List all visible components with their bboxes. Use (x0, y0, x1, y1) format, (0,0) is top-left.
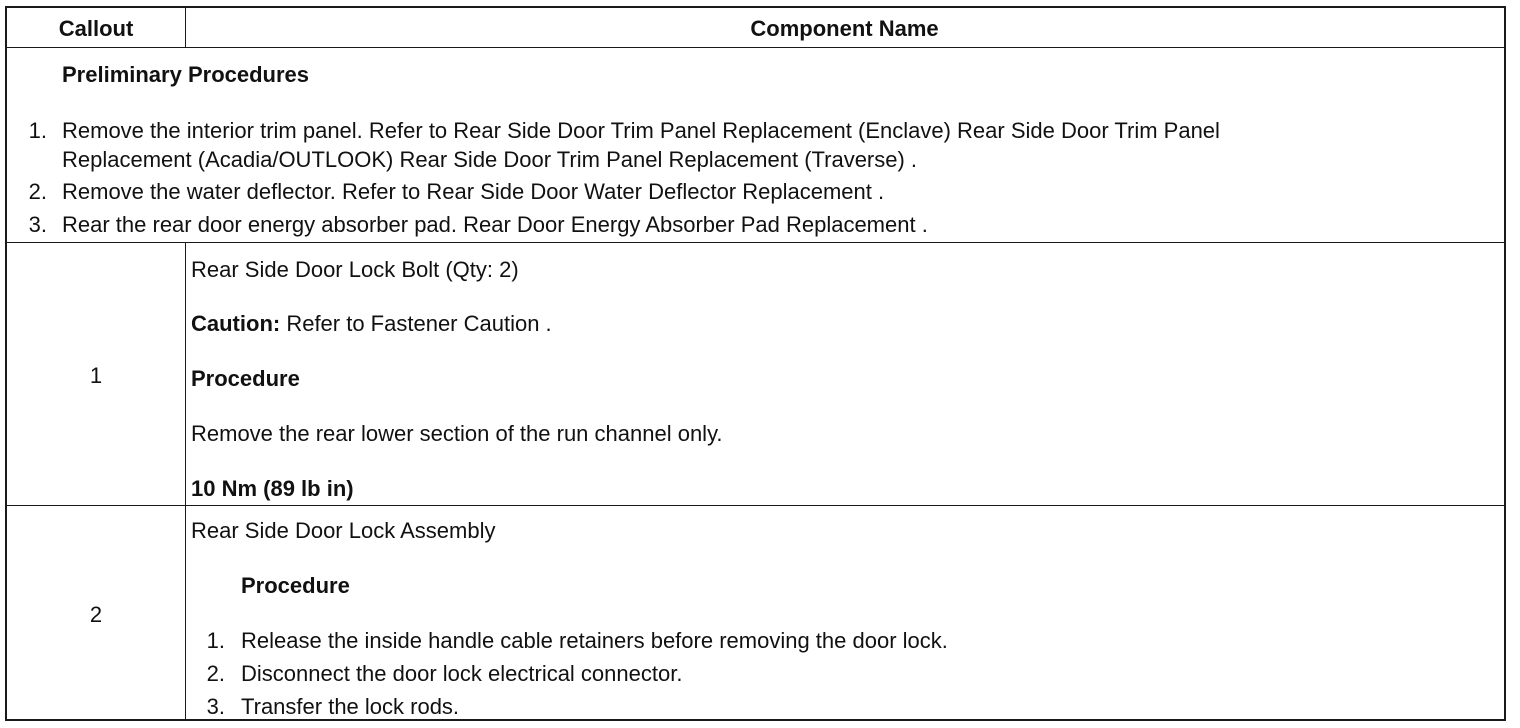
step-number: 3. (206, 694, 225, 719)
step-number: 1. (206, 628, 225, 653)
preliminary-title: Preliminary Procedures (62, 62, 310, 87)
caution-note (191, 311, 552, 337)
procedure-title: Procedure (191, 366, 300, 391)
step-text: Transfer the lock rods. (241, 694, 460, 719)
component-name: Rear Side Door Lock Bolt (Qty: 2) (191, 257, 519, 282)
step-text: Rear the rear door energy absorber pad. Rear Door Energy Absorber Pad Replacement . (62, 212, 928, 237)
table-row (7, 243, 1504, 506)
callout-number: 1 (89, 363, 103, 388)
header-component-name: Component Name (750, 16, 939, 41)
step-text: Remove the interior trim panel. Refer to Rear Side Door Trim Panel Replacement (Enclave) Rear Side Door Trim Panel (62, 118, 1220, 143)
step-text: Disconnect the door lock electrical connector. (241, 661, 683, 686)
caution-label: Caution: (191, 311, 281, 336)
step-text-continued: Replacement (Acadia/OUTLOOK) Rear Side Door Trim Panel Replacement (Traverse) . (62, 147, 918, 172)
step-number: 2. (28, 179, 47, 204)
step-number: 3. (28, 212, 47, 237)
step-text: Release the inside handle cable retainers before removing the door lock. (241, 628, 948, 653)
procedure-title: Procedure (241, 573, 350, 598)
caution-text: Refer to Fastener Caution . (280, 311, 552, 336)
service-procedure-table (5, 6, 1506, 721)
procedure-text: Remove the rear lower section of the run channel only. (191, 421, 723, 446)
column-divider (185, 243, 186, 505)
callout-number: 2 (89, 602, 103, 627)
table-header-row (7, 8, 1504, 48)
step-text: Remove the water deflector. Refer to Rear Side Door Water Deflector Replacement . (62, 179, 885, 204)
table-row (7, 506, 1504, 721)
preliminary-procedures-row (7, 48, 1504, 243)
header-callout: Callout (58, 16, 134, 41)
component-name: Rear Side Door Lock Assembly (191, 518, 496, 543)
torque-spec: 10 Nm (89 lb in) (191, 476, 354, 501)
step-number: 1. (28, 118, 47, 143)
column-divider (185, 506, 186, 721)
step-number: 2. (206, 661, 225, 686)
